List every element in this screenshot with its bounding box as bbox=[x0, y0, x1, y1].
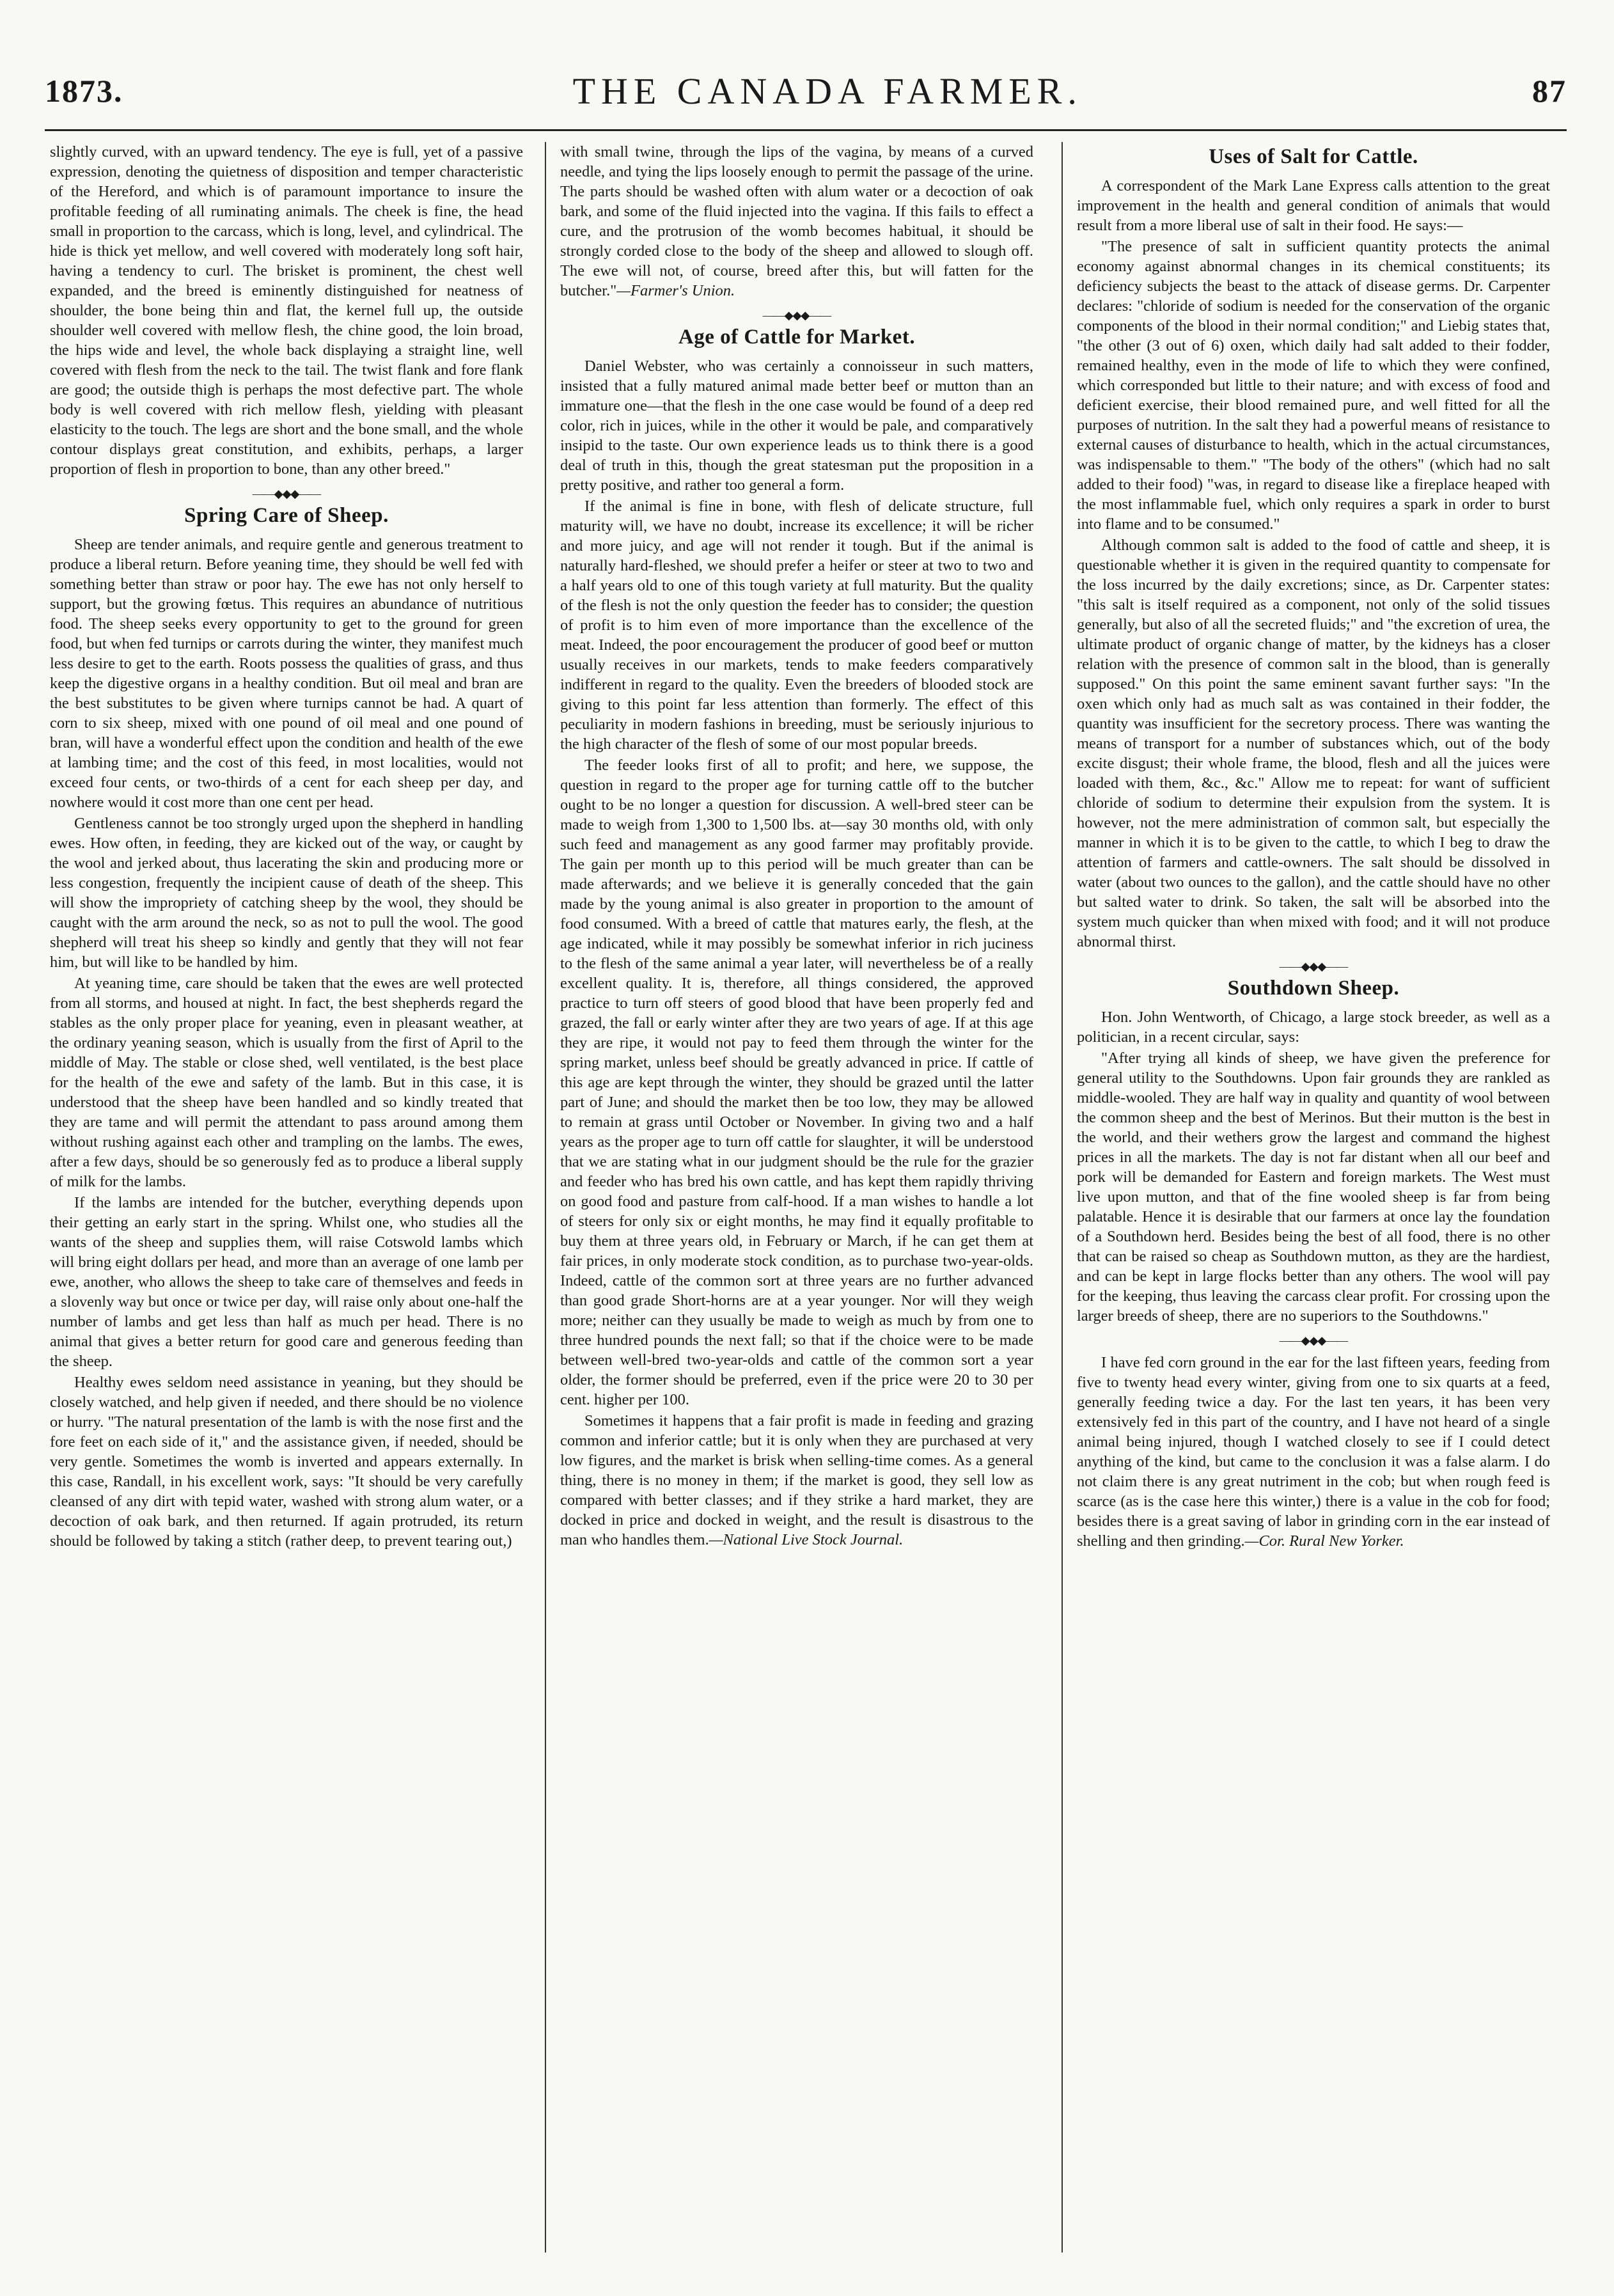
newspaper-title: THE CANADA FARMER. bbox=[572, 70, 1083, 112]
paragraph-text: with small twine, through the lips of the vagina, by means of a curved needle, and tying the lips loosely enough to permit the passage of the urine. The parts should be washed often with alum water or a decoction of oak bark, and some of the fluid injected into the vagina. If this fails to effect a cure, and the protrusion of the womb becomes habitual, it should be strongly corded close to the body of the sheep and allowed to slough off. The ewe will not, of course, breed after this, but will fatten for the butcher." bbox=[560, 143, 1033, 299]
article-paragraph: At yeaning time, care should be taken that the ewes are well protected from all storms, and housed at night. In fact, the best shepherds regard the stables as the only proper place for yeaning, even in pleasant weather, at the ordinary yeaning season, which is usually from the first of April to the middle of May. The stable or close shed, well ventilated, is the best place for the health of the ewe and safety of the lamb. But in this case, it is understood that the sheep have been handled and so kindly treated that they are tame and will permit the attendant to pass around among them without rushing against each other and trampling on the lambs. The ewes, after a few days, should be so generously fed as to produce a liberal supply of milk for the lambs. bbox=[50, 975, 523, 1190]
article-paragraph: A correspondent of the Mark Lane Express calls attention to the great improvement in the health and general condition of animals that would result from a more liberal use of salt in their food. He says:— bbox=[1077, 177, 1550, 234]
article-heading-uses-of-salt: Uses of Salt for Cattle. bbox=[1209, 145, 1418, 168]
paragraph-text: I have fed corn ground in the ear for the last fifteen years, feeding from five to twenty head every winter, giving from one to six quarts at a feed, generally feeding twice a day. For the last ten years, it has been very extensively fed in this part of the country, and I have not heard of a single animal being injured, though I watched closely to see if I could detect anything of the kind, but came to the conclusion it was a false alarm. I do not claim there is any great nutriment in the cob; but when rough feed is scarce (as is the case here this winter,) there is a value in the cob for food; besides there is a great saving of labor in grinding corn in the ear instead of shelling and then grinding. bbox=[1077, 1354, 1550, 1550]
article-heading-southdown-sheep: Southdown Sheep. bbox=[1227, 977, 1400, 1000]
section-ornament: ——◆◆◆—— bbox=[252, 487, 321, 500]
article-source: —Farmer's Union. bbox=[616, 282, 735, 299]
article-paragraph: Hon. John Wentworth, of Chicago, a large stock breeder, as well as a politician, in a recent circular, says: bbox=[1077, 1009, 1550, 1046]
article-heading-age-of-cattle: Age of Cattle for Market. bbox=[678, 326, 916, 349]
section-ornament: ——◆◆◆—— bbox=[1279, 960, 1348, 973]
article-paragraph: slightly curved, with an upward tendency. The eye is full, yet of a passive expression, denoting the quietness of disposition and temper characteristic of the Hereford, and which is of paramount importance to insure the profitable feeding of all ruminating animals. The cheek is fine, the head small in proportion to the carcass, which is long, level, and cylindrical. The hide is thick yet mellow, and well covered with moderately long soft hair, having a tendency to curl. The brisket is prominent, the chest well expanded, and the breed is eminently distinguished for neatness of shoulder, the bone being thin and flat, the kernel full up, the outside shoulder well covered with mellow flesh, the chine good, the loin broad, the hips wide and level, the whole back displaying a straight line, well covered with flesh from the neck to the tail. The twist flank and fore flank are good; the outside thigh is perhaps the most defective part. The whole body is well covered with rich mellow flesh, yielding with pleasant elasticity to the touch. The legs are short and the bone small, and the whole contour displays great constitution, and exhibits, perhaps, a larger proportion of flesh in proportion to bone, than any other breed." bbox=[50, 143, 523, 478]
paragraph-text: Sometimes it happens that a fair profit is made in feeding and grazing common and inferior cattle; but it is only when they are purchased at very low figures, and the market is brisk when selling-time comes. As a general thing, there is no money in them; if the market is good, they sell low as compared with better classes; and if they strike a hard market, they are docked in price and docked in weight, and the result is disastrous to the man who handles them. bbox=[560, 1412, 1033, 1548]
column-2 bbox=[560, 142, 1033, 2272]
article-paragraph: "The presence of salt in sufficient quantity protects the animal economy against abnormal changes in its chemical constituents; its deficiency subjects the beast to the attack of disease germs. Dr. Carpenter declares: "chloride of sodium is needed for the conservation of the organic components of the blood in their normal condition;" and Liebig states that, "the other (3 out of 6) oxen, which daily had salt added to their fodder, remained healthy, even in the mode of life to which they were confined, which corresponded but little to their nature; and with excess of food and deficient exercise, their blood remained pure, and well fitted for all the purposes of nutrition. In the salt they had a powerful means of resistance to external causes of disturbance to health, which in the actual circumstances, was indispensable to them." "The body of the others" (which had no salt added to their food) "was, in regard to disease like a fireplace heaped with the most inflammable fuel, which only requires a spark in order to burst into flame and to be consumed." bbox=[1077, 238, 1550, 533]
article-paragraph: Healthy ewes seldom need assistance in yeaning, but they should be closely watched, and help given if needed, and there should be no violence or hurry. "The natural presentation of the lamb is with the nose first and the fore feet on each side of it," and the assistance given, if needed, should be very gentle. Sometimes the womb is inverted and appears externally. In this case, Randall, in his excellent work, says: "It should be very carefully cleansed of any dirt with tepid water, washed with strong alum water, or a decoction of oak bark, and then returned. If again protruded, its return should be followed by taking a stitch (rather deep, to prevent tearing out,) bbox=[50, 1374, 523, 1550]
article-paragraph: "After trying all kinds of sheep, we have given the preference for general utility to the Southdowns. Upon fair grounds they are rankled as middle-wooled. They are half way in quality and quantity of wool between the common sheep and the best of Merinos. But their mutton is the best in the world, and their wethers grow the largest and command the highest prices in all the markets. The day is not far distant when all our beef and pork will be demanded for Eastern and foreign markets. The West must live upon mutton, and that of the fine wooled sheep is far from being palatable. Hence it is desirable that our farmers at once lay the foundation of a Southdown herd. Besides being the best of all food, there is no other that can be raised so cheap as Southdown mutton, as they are the hardiest, and can be kept in large flocks better than any others. The wool will pay for the keeping, thus leaving the carcass clear profit. For crossing upon the larger breeds of sheep, there are no superiors to the Southdowns." bbox=[1077, 1050, 1550, 1325]
article-paragraph: The feeder looks first of all to profit; and here, we suppose, the question in regard to the proper age for turning cattle off to the butcher ought to be no longer a question for discussion. A well-bred steer can be made to weigh from 1,300 to 1,500 lbs. at—say 30 months old, with only such feed and management as any good farmer may profitably provide. The gain per month up to this period will be much greater than can be made afterwards; and we believe it is generally conceded that the gain made by the young animal is also greater in proportion to the amount of food consumed. With a breed of cattle that matures early, the flesh, at the age indicated, while it may possibly be somewhat inferior in rich juciness to the flesh of the same animal a year later, will nevertheless be of a really excellent quality. It is, therefore, all things considered, the approved practice to turn off steers of good blood that have been properly fed and grazed, the fall or early winter after they are two years of age. If at this age they are ripe, it would not pay to feed them through the winter for the spring market, unless beef should be greatly advanced in price. If cattle of this age are kept through the winter, they should be grazed until the latter part of June; and should the market then be too low, they may be allowed to remain at grass until October or November. In giving two and a half years as the proper age to turn off cattle for slaughter, it will be understood that we are stating what in our judgment should be the rule for the grazier and feeder who has bred his own cattle, and has kept them rapidly thriving on good food and pasture from calf-hood. If a man wishes to handle a lot of steers for only six or eight months, he may find it equally profitable to buy them at three years old, in February or March, if he can get them at fair prices, in only moderate stock condition, as to purchase two-year-olds. Indeed, cattle of the common sort at three years are no further advanced than good grade Short-horns are at a year younger. Nor will they weigh more; neither can they usually be made to weigh as much by from one to three hundred pounds the next fall; so that if the choice were to be made between well-bred two-year-olds and cattle of the common sort a year older, the former should be preferred, even if the price were 20 to 30 per cent. higher per 100. bbox=[560, 757, 1033, 1408]
issue-year: 1873. bbox=[45, 73, 123, 109]
article-paragraph bbox=[560, 142, 1033, 301]
column-3 bbox=[1077, 142, 1550, 2272]
column-divider bbox=[545, 142, 546, 2253]
article-source: —National Live Stock Journal. bbox=[709, 1531, 904, 1548]
section-ornament: ——◆◆◆—— bbox=[762, 309, 831, 322]
article-paragraph: Gentleness cannot be too strongly urged upon the shepherd in handling ewes. How often, in feeding, they are kicked out of the way, or caught by the wool and jerked about, thus lacerating the skin and producing more or less congestion, frequently the incipient cause of death of the sheep. This will show the impropriety of catching sheep by the wool, they should be caught with the arm around the neck, so as not to pull the wool. The good shepherd will treat his sheep so kindly and gently that they will not fear him, but will like to be handled by him. bbox=[50, 815, 523, 971]
article-paragraph: Sheep are tender animals, and require gentle and generous treatment to produce a liberal return. Before yeaning time, they should be well fed with something better than straw or poor hay. The ewe has not only herself to support, but the growing fœtus. This requires an abundance of nutritious food. The sheep seeks every opportunity to get to the ground for green food, but when fed turnips or carrots during the winter, they manifest much less desire to get to the earth. Roots possess the qualities of grass, and thus keep the digestive organs in a healthy condition. But oil meal and bran are the best substitutes to be given where turnips cannot be had. A quart of corn to six sheep, mixed with one pound of oil meal and one pound of bran, will have a wonderful effect upon the condition and health of the ewe at lambing time; and the cost of this feed, in most localities, would not exceed four cents, or two-thirds of a cent for each sheep per day, and nowhere would it cost more than one cent per head. bbox=[50, 536, 523, 811]
article-paragraph: If the animal is fine in bone, with flesh of delicate structure, full maturity will, we have no doubt, increase its excellence; it will be richer and more juicy, and age will not render it tough. But if the animal is naturally hard-fleshed, we should prefer a heifer or steer at two to two and a half years old to one of this tough variety at full maturity. But the quality of the flesh is not the only question the feeder has to consider; the question of profit is to him even of more importance than the excellence of the meat. Indeed, the poor encouragement the producer of good beef or mutton usually receives in our markets, tends to make feeders comparatively indifferent in regard to the quality. Even the breeders of blooded stock are giving to this point far less attention than formerly. The effect of this peculiarity in modern fashions in breeding, must be seriously injurious to the high character of the flesh of some of our most popular breeds. bbox=[560, 498, 1033, 753]
masthead-rule bbox=[45, 129, 1567, 131]
article-paragraph bbox=[1077, 1353, 1550, 1551]
section-ornament: ——◆◆◆—— bbox=[1279, 1334, 1348, 1347]
page-number: 87 bbox=[1532, 73, 1567, 109]
article-paragraph: Daniel Webster, who was certainly a connoisseur in such matters, insisted that a fully matured animal made better beef or mutton than an immature one—that the flesh in the one case would be found of a deep red color, rich in juices, while in the other it would be pale, and comparatively insipid to the taste. Our own experience leads us to think there is a good deal of truth in this, though the great statesman put the proposition in a pretty positive, and rather too general a form. bbox=[560, 358, 1033, 494]
article-paragraph: Although common salt is added to the food of cattle and sheep, it is questionable whether it is given in the required quantity to compensate for the loss incurred by the daily excretions; since, as Dr. Carpenter states: "this salt is itself required as a component, not only of the solid tissues generally, but also of all the secreted fluids;" and "the excretion of urea, the ultimate product of organic change of matter, by the kidneys has a closer relation with the presence of common salt in the blood, than is generally supposed." On this point the same eminent savant further says: "In the oxen which only had as much salt as was contained in their fodder, the quantity was insufficient for the secretory process. There was wanting the means of transport for a number of substances which, out of the body excite disgust; their whole frame, the blood, flesh and all the juices were loaded with them, &c., &c." Allow me to repeat: for want of sufficient chloride of sodium to determine their expulsion from the system. It is however, not the mere administration of common salt, but especially the manner in which it is to be given to the cattle, to which I beg to draw the attention of farmers and cattle-owners. The salt should be dissolved in water (about two ounces to the gallon), and the cattle should have no other but salted water to drink. So taken, the salt will be absorbed into the system much quicker than when mixed with food; and it will not produce abnormal thirst. bbox=[1077, 537, 1550, 950]
article-paragraph: If the lambs are intended for the butcher, everything depends upon their getting an early start in the spring. Whilst one, who studies all the wants of the sheep and supplies them, will raise Cotswold lambs which will bring eight dollars per head, and more than an average of one lamb per ewe, another, who allows the sheep to take care of themselves and feeds in a slovenly way but once or twice per day, will raise only about one-half the number of lambs and get less than half as much per head. There is no animal that gives a better return for good care and generous feeding than the sheep. bbox=[50, 1194, 523, 1370]
article-source: —Cor. Rural New Yorker. bbox=[1244, 1532, 1404, 1550]
column-1 bbox=[50, 142, 523, 2272]
column-divider bbox=[1062, 142, 1063, 2253]
masthead bbox=[45, 59, 1567, 123]
article-heading-spring-care-of-sheep: Spring Care of Sheep. bbox=[184, 504, 389, 527]
article-paragraph bbox=[560, 1411, 1033, 1550]
